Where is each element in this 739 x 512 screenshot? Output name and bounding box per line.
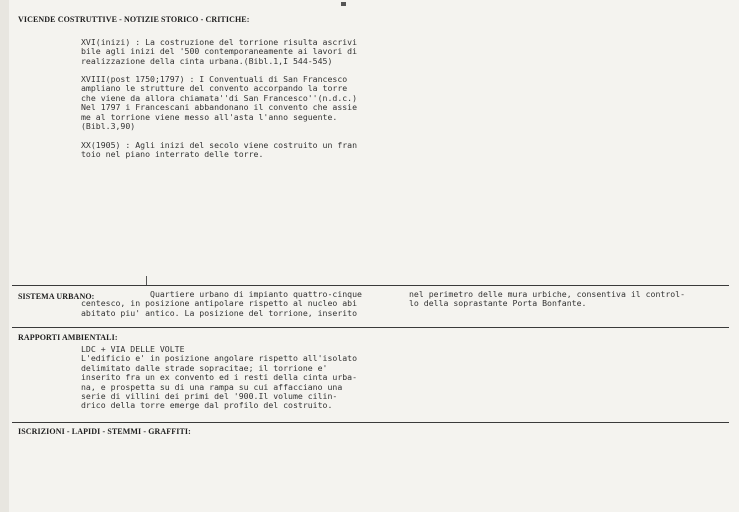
divider-rule (12, 285, 729, 286)
divider-rule (12, 422, 729, 423)
heading-vicende-costruttive: VICENDE COSTRUTTIVE - NOTIZIE STORICO - CRITICHE: (18, 15, 250, 24)
heading-iscrizioni: ISCRIZIONI - LAPIDI - STEMMI - GRAFFITI: (18, 427, 191, 436)
heading-rapporti-ambientali: RAPPORTI AMBIENTALI: (18, 333, 118, 342)
paragraph-xviii: XVIII(post 1750;1797) : I Conventuali di San Francesco ampliano le strutture del convento accorpando la torre che viene da allora chiamata''di San Francesco''(n.d.c.) Nel 1797 i Francescani abbandonano il convento che assie me al torrione viene messo all'asta l'anno seguente. (Bibl.3,90) (81, 74, 358, 132)
page-edge (0, 0, 9, 512)
rapporti-ambientali-text: LDC + VIA DELLE VOLTE L'edificio e' in posizione angolare rispetto all'isolato delimitato dalle strade sopracitae; il torrione e' inserito fra un ex convento ed i resti della cinta urba- na, e prospetta su di una rampa su cui affacciano una serie di villini dei primi del '900.Il volume cilin- drico della torre emerge dal profilo del costruito. (81, 344, 358, 411)
sistema-urbano-text-right: nel perimetro delle mura urbiche, consentiva il control- lo della soprastante Porta Bonfante. (409, 289, 686, 309)
ink-mark (146, 276, 147, 285)
divider-rule (12, 327, 729, 328)
heading-sistema-urbano: SISTEMA URBANO: (18, 292, 95, 301)
sistema-urbano-text-left: Quartiere urbano di impianto quattro-cinque centesco, in posizione antipolare rispetto al nucleo abi abitato piu' antico. La posizione del torrione, inserito (81, 289, 362, 318)
ink-mark (341, 2, 346, 6)
paragraph-xx: XX(1905) : Agli inizi del secolo viene costruito un fran toio nel piano interrato delle torre. (81, 140, 358, 160)
paragraph-xvi: XVI(inizi) : La costruzione del torrione risulta ascrivi bile agli inizi del '500 contemporaneamente ai lavori di realizzazione della cinta urbana.(Bibl.1,I 544-545) (81, 37, 358, 66)
